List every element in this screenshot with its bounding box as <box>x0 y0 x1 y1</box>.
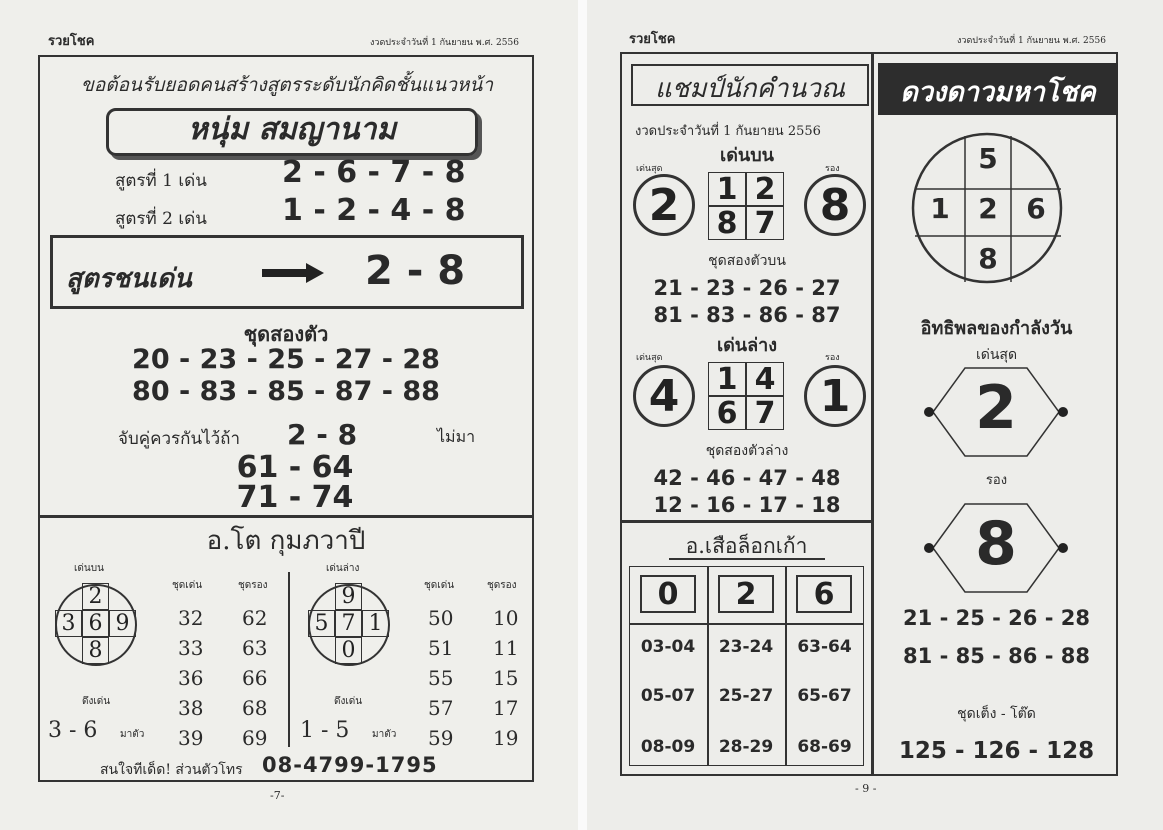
combined-label: สูตรชนเด่น <box>66 264 192 294</box>
bottom-focus-coming: มาตัว <box>372 729 397 740</box>
tiger-cell: 08-09 <box>640 737 696 757</box>
pair-label: จับคู่ควรกันไว้ถ้า <box>118 429 241 449</box>
lower-row1: 42 - 46 - 47 - 48 <box>653 466 841 490</box>
list-item: 32 <box>178 606 204 630</box>
lower-two-title: ชุดสองตัวล่าง <box>705 443 789 459</box>
list-item: 59 <box>428 726 454 750</box>
list-item: 36 <box>178 666 204 690</box>
tiger-col-line <box>707 566 709 766</box>
upper-title: เด่นบน <box>720 145 774 166</box>
list-item: 68 <box>242 696 268 720</box>
bottom-label: เด่นล่าง <box>326 563 360 574</box>
bottom-col-sub-header: ชุดรอง <box>487 580 517 591</box>
star-grid-top: 5 <box>978 142 998 175</box>
influence-title: อิทธิพลของกำลังวัน <box>920 318 1073 339</box>
tiger-col-line <box>785 566 787 766</box>
champion-date: งวดประจำวันที่ 1 กันยายน 2556 <box>635 124 821 139</box>
three-label: ชุดเต็ง - โต๊ด <box>957 706 1036 722</box>
list-item: 63 <box>242 636 268 660</box>
top-label: เด่นบน <box>74 563 104 574</box>
top-col-sub-header: ชุดรอง <box>238 580 268 591</box>
left-page <box>0 0 578 830</box>
two-set-title: ชุดสองตัว <box>243 322 329 346</box>
upper-grid-cell: 2 <box>746 172 784 206</box>
tiger-digit: 6 <box>796 575 852 613</box>
top-grid-left: 3 <box>55 610 82 637</box>
upper-second-circle: 8 <box>804 174 866 236</box>
upper-second-label: รอง <box>825 164 840 174</box>
tiger-cell: 25-27 <box>718 686 774 706</box>
top-col-main-header: ชุดเด่น <box>172 580 203 591</box>
list-item: 57 <box>428 696 454 720</box>
tiger-digit: 2 <box>718 575 774 613</box>
lower-grid-cell: 4 <box>746 362 784 396</box>
pair-value: 2 - 8 <box>287 418 358 451</box>
page-number: - 9 - <box>855 782 877 795</box>
top-grid-top: 2 <box>82 583 109 610</box>
bottom-col-main-header: ชุดเด่น <box>424 580 455 591</box>
list-item: 17 <box>493 696 519 720</box>
welcome-line: ขอต้อนรับยอดคนสร้างสูตรระดับนักคิดชั้นแนวหน้า <box>80 74 494 96</box>
upper-row1: 21 - 23 - 26 - 27 <box>653 276 841 300</box>
tiger-cell: 05-07 <box>640 686 696 706</box>
tiger-cell: 03-04 <box>640 637 696 657</box>
lower-row2: 12 - 16 - 17 - 18 <box>653 493 841 517</box>
lower-title: เด่นล่าง <box>716 335 778 356</box>
top-focus-value: 3 - 6 <box>48 718 98 743</box>
top-grid-right: 9 <box>109 610 136 637</box>
star-title: ดวงดาวมหาโชค <box>900 77 1096 108</box>
list-item: 51 <box>428 636 454 660</box>
bottom-grid-left: 5 <box>308 610 335 637</box>
tiger-digit: 0 <box>640 575 696 613</box>
top-grid-bottom: 8 <box>82 637 109 664</box>
tiger-title-underline <box>669 558 825 560</box>
top-grid-center: 6 <box>82 610 109 637</box>
top-grid <box>50 574 142 684</box>
star-grid-right: 6 <box>1026 192 1046 225</box>
influence-best-value: 2 <box>975 373 1017 443</box>
tiger-cell: 65-67 <box>797 686 852 706</box>
pair-suffix: ไม่มา <box>437 427 476 446</box>
book-gutter <box>578 0 587 830</box>
formula1-value: 2 - 6 - 7 - 8 <box>282 155 466 190</box>
influence-best-label: เด่นสุด <box>975 347 1018 363</box>
page-number: -7- <box>270 789 285 802</box>
star-row1: 21 - 25 - 26 - 28 <box>903 606 1090 630</box>
arrow-shaft <box>262 269 308 277</box>
two-set-row2: 80 - 83 - 85 - 87 - 88 <box>132 376 440 407</box>
right-page <box>587 0 1163 830</box>
list-item: 62 <box>242 606 268 630</box>
star-grid-center: 2 <box>978 192 998 225</box>
section2-title: อ.โต กุมภวาปี <box>206 526 366 556</box>
star-row2: 81 - 85 - 86 - 88 <box>903 644 1090 668</box>
running-head: รวยโชค <box>48 34 95 49</box>
formula2-label: สูตรที่ 2 เด่น <box>115 209 207 229</box>
combined-value: 2 - 8 <box>365 248 466 294</box>
upper-grid-cell: 7 <box>746 206 784 240</box>
bottom-main-list <box>428 603 453 753</box>
tiger-cell: 68-69 <box>797 737 852 757</box>
lower-grid-cell: 6 <box>708 396 746 430</box>
tiger-cell: 63-64 <box>797 637 852 657</box>
list-item: 39 <box>178 726 204 750</box>
lower-second-circle: 1 <box>804 365 866 427</box>
star-grid-left: 1 <box>930 192 950 225</box>
top-sub-list <box>242 603 267 753</box>
upper-grid-cell: 8 <box>708 206 746 240</box>
champion-title: แชมป์นักคำนวณ <box>654 74 846 104</box>
lower-grid-cell: 1 <box>708 362 746 396</box>
tiger-divider <box>620 520 873 523</box>
contact-phone: 08-4799-1795 <box>262 753 438 777</box>
list-item: 38 <box>178 696 204 720</box>
pair-row2: 71 - 74 <box>236 480 354 515</box>
list-item: 15 <box>493 666 519 690</box>
arrow-right-icon <box>306 263 324 283</box>
bottom-grid-center: 7 <box>335 610 362 637</box>
lower-best-circle: 4 <box>633 365 695 427</box>
formula1-label: สูตรที่ 1 เด่น <box>115 171 207 191</box>
two-set-row1: 20 - 23 - 25 - 27 - 28 <box>132 344 440 375</box>
bottom-focus-label: ดึงเด่น <box>334 696 363 707</box>
list-item: 55 <box>428 666 454 690</box>
bottom-focus-value: 1 - 5 <box>300 718 350 743</box>
issue-date: งวดประจำวันที่ 1 กันยายน พ.ศ. 2556 <box>957 36 1106 46</box>
influence-second-label: รอง <box>985 473 1008 488</box>
upper-row2: 81 - 83 - 86 - 87 <box>653 303 841 327</box>
three-row: 125 - 126 - 128 <box>898 738 1095 764</box>
pair-row1: 61 - 64 <box>236 450 354 485</box>
upper-best-label: เด่นสุด <box>636 164 663 174</box>
running-head: รวยโชค <box>629 32 676 47</box>
bottom-sub-list <box>493 603 518 753</box>
list-item: 50 <box>428 606 454 630</box>
tiger-title: อ.เสือล็อกเก้า <box>685 534 808 558</box>
upper-best-circle: 2 <box>633 174 695 236</box>
influence-second-value: 8 <box>975 509 1017 579</box>
list-item: 11 <box>493 636 519 660</box>
lower-best-label: เด่นสุด <box>636 353 663 363</box>
star-grid-bottom: 8 <box>978 242 998 275</box>
bottom-grid-bottom: 0 <box>335 637 362 664</box>
bottom-grid-right: 1 <box>362 610 389 637</box>
list-item: 69 <box>242 726 268 750</box>
tiger-row-line <box>629 623 864 625</box>
formula2-value: 1 - 2 - 4 - 8 <box>282 193 466 228</box>
top-main-list <box>178 603 203 753</box>
lower-second-label: รอง <box>825 353 840 363</box>
contact-label: สนใจทีเด็ด! ส่วนตัวโทร <box>100 762 243 778</box>
right-column-divider <box>871 52 874 776</box>
top-focus-coming: มาตัว <box>120 729 145 740</box>
issue-date: งวดประจำวันที่ 1 กันยายน พ.ศ. 2556 <box>370 38 519 48</box>
lower-grid-cell: 7 <box>746 396 784 430</box>
list-item: 19 <box>493 726 519 750</box>
list-item: 33 <box>178 636 204 660</box>
top-focus-label: ดึงเด่น <box>82 696 111 707</box>
upper-two-title: ชุดสองตัวบน <box>708 253 786 269</box>
list-item: 66 <box>242 666 268 690</box>
author-name: หนุ่ม สมญานาม <box>187 112 397 147</box>
tiger-cell: 23-24 <box>718 637 774 657</box>
column-divider <box>288 572 290 747</box>
bottom-grid-top: 9 <box>335 583 362 610</box>
tiger-cell: 28-29 <box>718 737 774 757</box>
upper-grid-cell: 1 <box>708 172 746 206</box>
bottom-grid <box>303 574 395 684</box>
list-item: 10 <box>493 606 519 630</box>
section-divider <box>38 515 534 518</box>
